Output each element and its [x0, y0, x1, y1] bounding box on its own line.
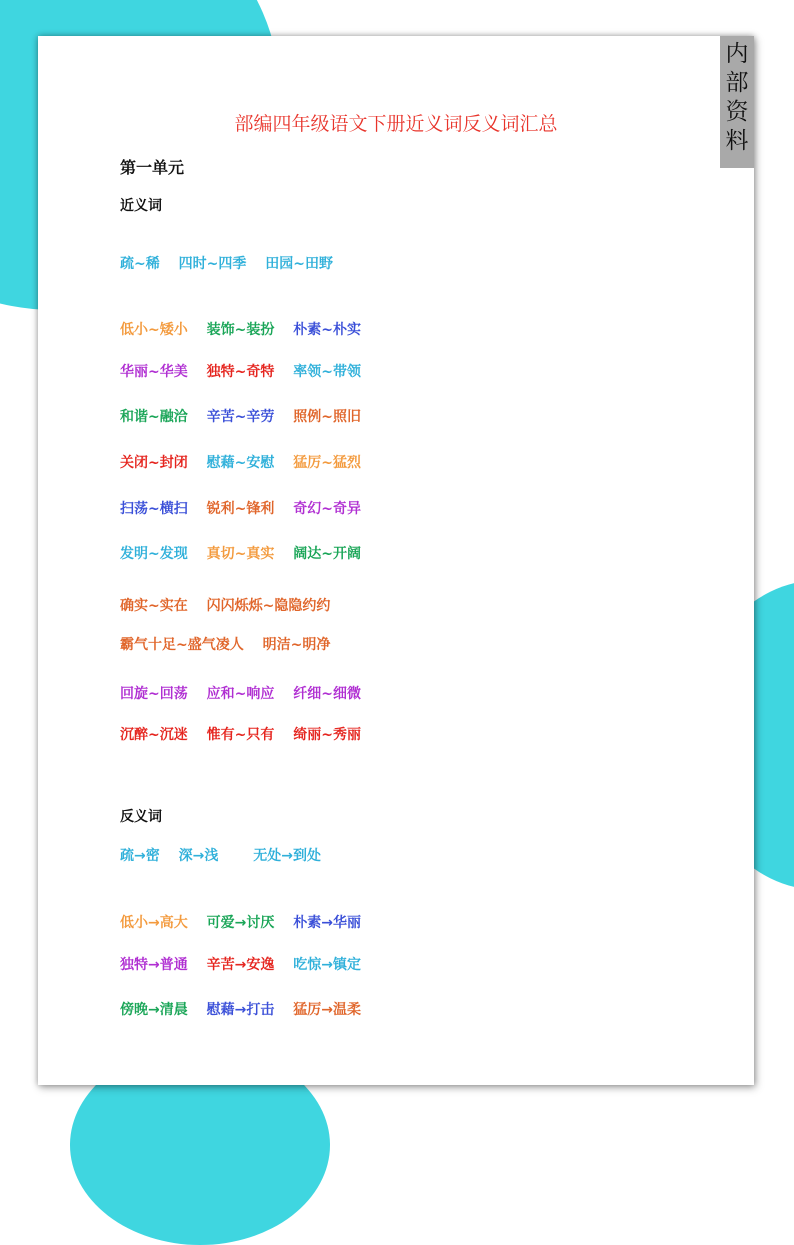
synonym-heading: 近义词 [120, 198, 162, 214]
internal-material-badge: 内部资料 [720, 36, 754, 168]
word-pair: 应和~响应 [206, 686, 275, 702]
word-pair: 闪闪烁烁~隐隐约约 [206, 598, 331, 614]
word-pair: 猛厉→温柔 [293, 1002, 361, 1018]
word-pair: 田园~田野 [265, 256, 333, 272]
word-pair: 吃惊→镇定 [293, 957, 361, 973]
word-pair: 无处→到处 [253, 848, 321, 864]
word-pair: 深→浅 [178, 848, 219, 864]
word-pair: 阔达~开阔 [293, 546, 361, 562]
word-pair: 朴素→华丽 [293, 915, 361, 931]
word-pair: 华丽~华美 [120, 364, 188, 380]
word-pair: 绮丽~秀丽 [293, 727, 361, 743]
word-pair: 低小~矮小 [120, 322, 188, 338]
word-pair: 纤细~细微 [293, 686, 361, 702]
word-pair: 照例~照旧 [293, 409, 361, 425]
synonym-row [120, 254, 347, 274]
word-pair: 疏→密 [120, 848, 160, 864]
word-pair: 沉醉~沉迷 [120, 727, 188, 743]
word-pair: 回旋~回荡 [120, 686, 188, 702]
word-pair: 真切~真实 [206, 546, 275, 562]
antonym-row [120, 846, 335, 866]
synonym-row [120, 407, 375, 427]
synonym-row [120, 499, 375, 519]
word-pair: 明洁~明净 [262, 637, 331, 653]
word-pair: 发明~发现 [120, 546, 188, 562]
synonym-row [120, 684, 375, 704]
synonym-row [120, 320, 375, 340]
antonym-row [120, 955, 375, 975]
word-pair: 惟有~只有 [206, 727, 275, 743]
unit-heading: 第一单元 [120, 158, 185, 177]
word-pair: 奇幻~奇异 [293, 501, 361, 517]
word-pair: 辛苦→安逸 [206, 957, 275, 973]
word-pair: 猛厉~猛烈 [293, 455, 361, 471]
word-pair: 独特~奇特 [206, 364, 275, 380]
word-pair: 疏~稀 [120, 256, 160, 272]
antonym-row [120, 1000, 375, 1020]
word-pair: 朴素~朴实 [293, 322, 361, 338]
word-pair: 确实~实在 [120, 598, 188, 614]
word-pair: 和谐~融洽 [120, 409, 188, 425]
document-title: 部编四年级语文下册近义词反义词汇总 [234, 113, 558, 135]
word-pair: 扫荡~横扫 [120, 501, 188, 517]
word-pair: 四时~四季 [178, 256, 247, 272]
word-pair: 傍晚→清晨 [120, 1002, 188, 1018]
antonym-row [120, 913, 375, 933]
synonym-row [120, 544, 375, 564]
word-pair: 独特→普通 [120, 957, 188, 973]
antonym-heading: 反义词 [120, 809, 162, 825]
word-pair: 可爱→讨厌 [206, 915, 275, 931]
word-pair: 霸气十足~盛气凌人 [120, 637, 244, 653]
word-pair: 率领~带领 [293, 364, 361, 380]
synonym-row [120, 596, 344, 616]
word-pair: 关闭~封闭 [120, 455, 188, 471]
word-pair: 装饰~装扮 [206, 322, 275, 338]
word-pair: 慰藉~安慰 [206, 455, 275, 471]
synonym-row [120, 635, 344, 655]
word-pair: 锐利~锋利 [206, 501, 275, 517]
word-pair: 慰藉→打击 [206, 1002, 275, 1018]
word-pair: 低小→高大 [120, 915, 188, 931]
synonym-row [120, 362, 375, 382]
synonym-row [120, 725, 375, 745]
word-pair: 辛苦~辛劳 [206, 409, 275, 425]
synonym-row [120, 453, 375, 473]
